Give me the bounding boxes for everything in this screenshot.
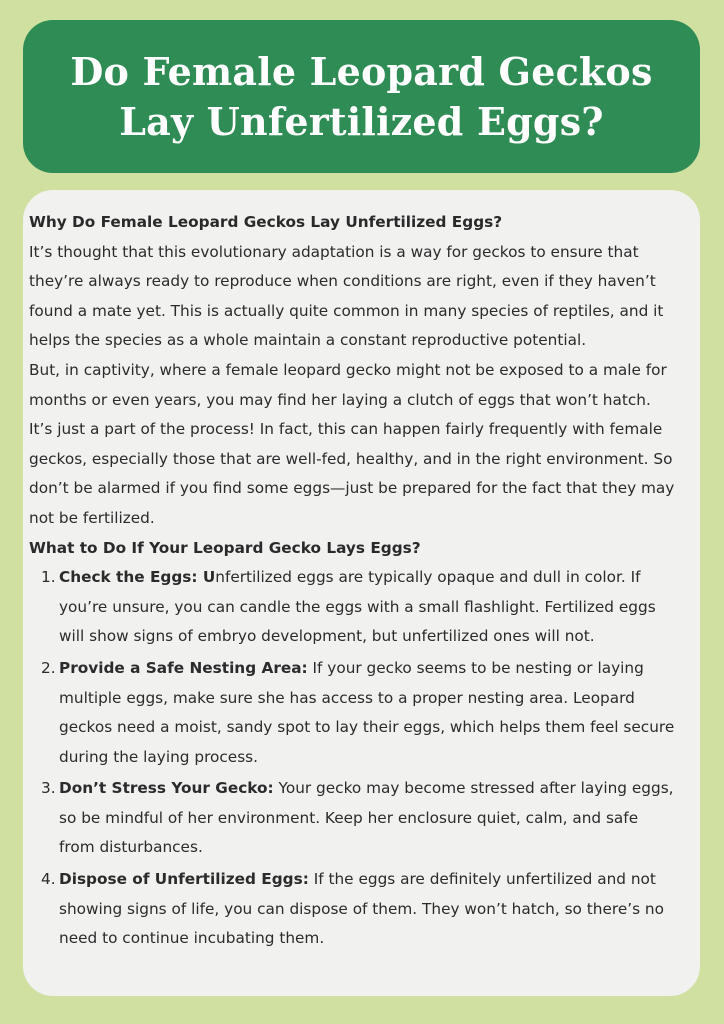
list-item-title: Check the Eggs: U — [59, 568, 216, 587]
list-item-text: If your gecko seems to be nesting or laying multiple eggs, make sure she has access to a proper nesting area. Leopard geckos need a moist, sandy spot to lay their eggs, which helps them feel secure during the laying process. — [59, 658, 675, 766]
list-item-title: Dispose of Unfertilized Eggs: — [59, 870, 309, 889]
list-item-title: Provide a Safe Nesting Area: — [59, 658, 308, 677]
page-title: Do Female Leopard Geckos Lay Unfertilized Eggs? — [70, 48, 653, 144]
list-item-text: nfertilized eggs are typically opaque and dull in color. If you’re unsure, you can candle the eggs with a small flashlight. Fertilized eggs will show signs of embryo development, but unfertilized ones will not. — [59, 568, 656, 646]
section-heading-why: Why Do Female Leopard Geckos Lay Unfertilized Eggs? — [29, 213, 503, 231]
list-number: 1. — [41, 568, 56, 587]
section-heading-what-to-do: What to Do If Your Leopard Gecko Lays Eggs? — [29, 538, 421, 557]
list-item-text: Your gecko may become stressed after laying eggs, so be mindful of her environment. Keep her enclosure quiet, calm, and safe from disturbances. — [59, 779, 674, 857]
list-item — [41, 654, 678, 772]
title-banner — [23, 20, 700, 173]
list-number: 4. — [41, 870, 56, 889]
paragraph-captivity: But, in captivity, where a female leopard gecko might not be exposed to a male for months or even years, you may find her laying a clutch of eggs that won’t hatch. It’s just a part of the process! In fact, this can happen fairly frequently with female geckos, especially those that are well-fed, healthy, and in the right environment. So don’t be alarmed if you find some eggs—just be prepared for the fact that they may not be fertilized. — [29, 360, 675, 527]
list-item — [41, 865, 678, 954]
list-item-title: Don’t Stress Your Gecko: — [59, 779, 274, 798]
list-number: 2. — [41, 658, 56, 677]
paragraph-evolution: It’s thought that this evolutionary adaptation is a way for geckos to ensure that they’re always ready to reproduce when conditions are right, even if they haven’t found a mate yet. This is actually quite common in many species of reptiles, and it helps the species as a whole maintain a constant reproductive potential. — [29, 242, 664, 350]
content-card — [23, 190, 700, 996]
list-item-text: If the eggs are definitely unfertilized and not showing signs of life, you can dispose of them. They won’t hatch, so there’s no need to continue incubating them. — [59, 870, 664, 948]
list-number: 3. — [41, 779, 56, 798]
list-item — [41, 563, 678, 652]
list-item — [41, 774, 678, 863]
steps-list — [29, 563, 678, 954]
